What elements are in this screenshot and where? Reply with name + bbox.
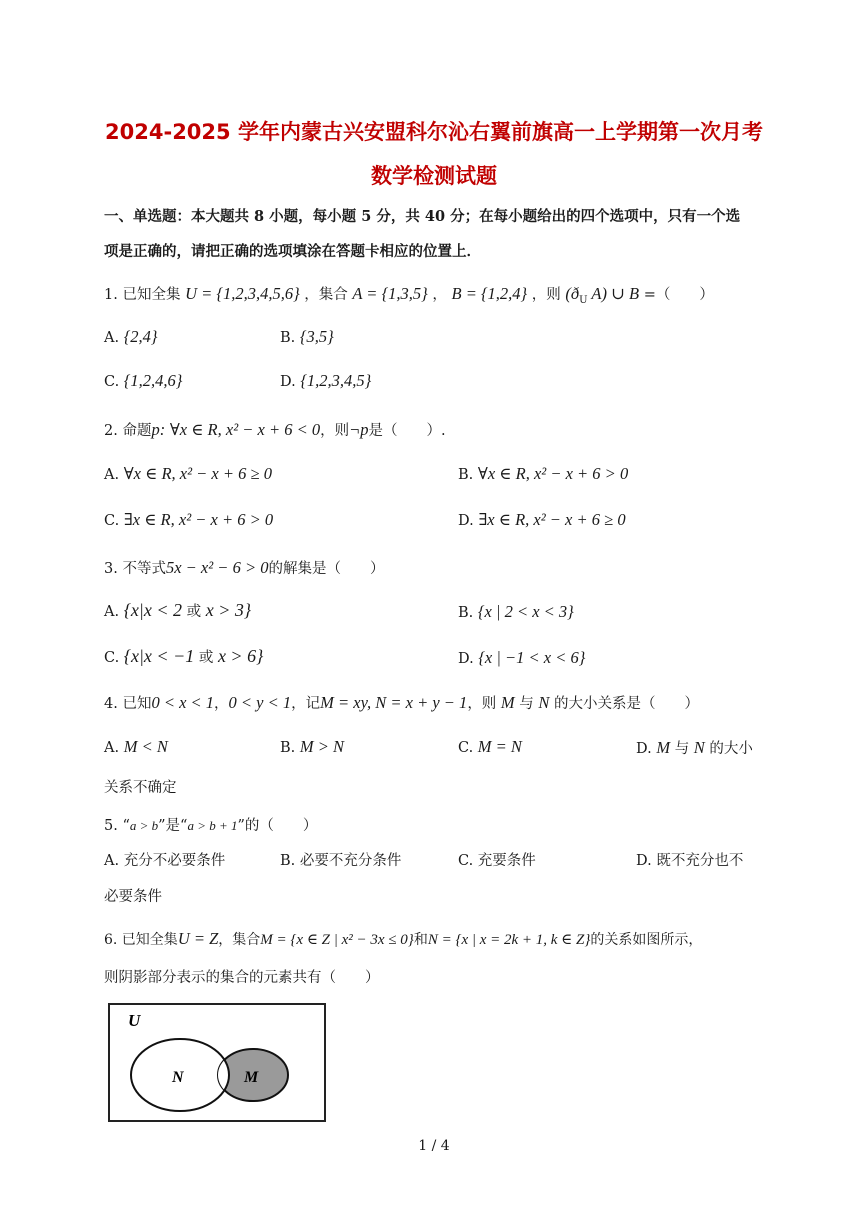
venn-universe-label: U (128, 1011, 141, 1030)
question-6-stem: 6. 已知全集U = Z，集合M = {x ∈ Z | x² − 3x ≤ 0}和N = {x | x = 2k + 1, k ∈ Z}的关系如图所示， (104, 929, 703, 948)
document-title-line1: 2024-2025 学年内蒙古兴安盟科尔沁右翼前旗高一上学期第一次月考 (105, 120, 763, 144)
question-5-option-a: A. 充分不必要条件 (104, 853, 226, 869)
question-2-option-a: A. ∀x ∈ R, x² − x + 6 ≥ 0 (104, 464, 272, 483)
question-6-stem-line2: 则阴影部分表示的集合的元素共有（ ） (104, 970, 380, 986)
question-2-option-d: D. ∃x ∈ R, x² − x + 6 ≥ 0 (458, 510, 626, 529)
question-1-option-d: D. {1,2,3,4,5} (280, 371, 372, 390)
question-5-option-c: C. 充要条件 (458, 853, 536, 869)
question-5-stem: 5. “a > b”是“a > b + 1”的（ ） (104, 818, 318, 834)
section-instruction-line1: 一、单选题：本大题共 8 小题，每小题 5 分，共 40 分；在每小题给出的四个选项中，只有一个选 (104, 208, 741, 225)
question-5-option-d: D. 既不充分也不 (636, 853, 744, 869)
question-2-stem: 2. 命题p: ∀x ∈ R, x² − x + 6 < 0，则¬p是（ ）. (104, 420, 446, 439)
question-5-continuation: 必要条件 (104, 889, 162, 905)
venn-diagram-svg (110, 1005, 324, 1120)
question-1-option-a: A. {2,4} (104, 327, 158, 346)
question-4-continuation: 关系不确定 (104, 780, 177, 796)
question-1-option-b: B. {3,5} (280, 327, 334, 346)
question-1-stem: 1. 已知全集 U = {1,2,3,4,5,6} ，集合 A = {1,3,5} ， B = {1,2,4} ，则 ($ð_U$ A) ∪ B =（ ） (104, 284, 714, 306)
question-5-option-b: B. 必要不充分条件 (280, 853, 402, 869)
venn-label-n: N (172, 1069, 184, 1086)
question-4-option-b: B. M > N (280, 737, 345, 756)
question-3-option-c: C. {x|x < −1 或 x > 6} (104, 646, 264, 666)
question-4-option-c: C. M = N (458, 737, 522, 756)
venn-diagram (108, 1003, 326, 1122)
question-3-option-b: B. {x | 2 < x < 3} (458, 602, 574, 621)
question-2-option-b: B. ∀x ∈ R, x² − x + 6 > 0 (458, 464, 629, 483)
page-number: 1 / 4 (418, 1138, 450, 1154)
question-3-option-a: A. {x|x < 2 或 x > 3} (104, 600, 252, 620)
section-instruction-line2: 项是正确的，请把正确的选项填涂在答题卡相应的位置上． (104, 243, 481, 260)
question-4-option-d: D. M 与 N 的大小 (636, 738, 753, 757)
question-1-option-c: C. {1,2,4,6} (104, 371, 183, 390)
question-2-option-c: C. ∃x ∈ R, x² − x + 6 > 0 (104, 510, 274, 529)
document-title-line2: 数学检测试题 (371, 164, 497, 188)
question-3-stem: 3. 不等式5x − x² − 6 > 0的解集是（ ） (104, 558, 385, 577)
venn-label-m: M (244, 1069, 259, 1086)
question-4-option-a: A. M < N (104, 737, 168, 756)
question-3-option-d: D. {x | −1 < x < 6} (458, 648, 586, 667)
question-4-stem: 4. 已知0 < x < 1，0 < y < 1，记M = xy, N = x + y − 1，则 M 与 N 的大小关系是（ ） (104, 693, 700, 712)
